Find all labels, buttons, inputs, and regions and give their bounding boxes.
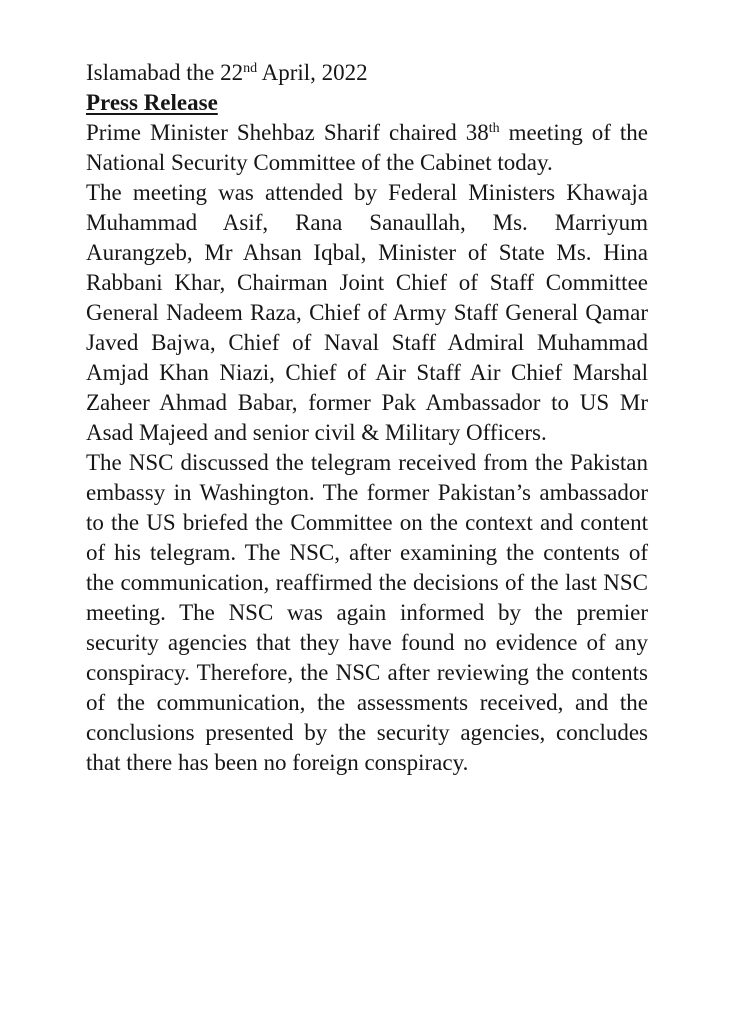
press-release-document — [86, 58, 648, 778]
paragraph-meeting-chaired-start: Prime Minister Shehbaz Sharif chaired 38 — [86, 120, 489, 145]
paragraph-nsc-conclusion: The NSC discussed the telegram received from the Pakistan embassy in Washington. The former Pakistan’s ambassador to the US briefed the Committee on the context and content of his telegram. The NSC, after examining the contents of the communication, reaffirmed the decisions of the last NSC meeting. The NSC was again informed by the premier security agencies that they have found no evidence of any conspiracy. Therefore, the NSC after reviewing the contents of the communication, the assessments received, and the conclusions presented by the security agencies, concludes that there has been no foreign conspiracy. — [86, 450, 648, 775]
dateline-month-year: April, 2022 — [257, 60, 368, 85]
paragraph-meeting-chaired-end: meeting of the National Security Committee of the Cabinet today. — [86, 120, 648, 175]
paragraph-meeting-chaired — [86, 118, 648, 178]
press-release-heading: Press Release — [86, 90, 218, 115]
meeting-number-ordinal-suffix: th — [488, 121, 500, 136]
dateline-place: Islamabad the 22 — [86, 60, 244, 85]
dateline-ordinal-suffix: nd — [243, 61, 258, 76]
dateline — [86, 58, 648, 88]
paragraph-attendees: The meeting was attended by Federal Ministers Khawaja Muhammad Asif, Rana Sanaullah, Ms. Marriyum Aurangzeb, Mr Ahsan Iqbal, Minister of State Ms. Hina Rabbani Khar, Chairman Joint Chief of Staff Committee General Nadeem Raza, Chief of Army Staff General Qamar Javed Bajwa, Chief of Naval Staff Admiral Muhammad Amjad Khan Niazi, Chief of Air Staff Air Chief Marshal Zaheer Ahmad Babar, former Pak Ambassador to US Mr Asad Majeed and senior civil & Military Officers. — [86, 180, 648, 445]
